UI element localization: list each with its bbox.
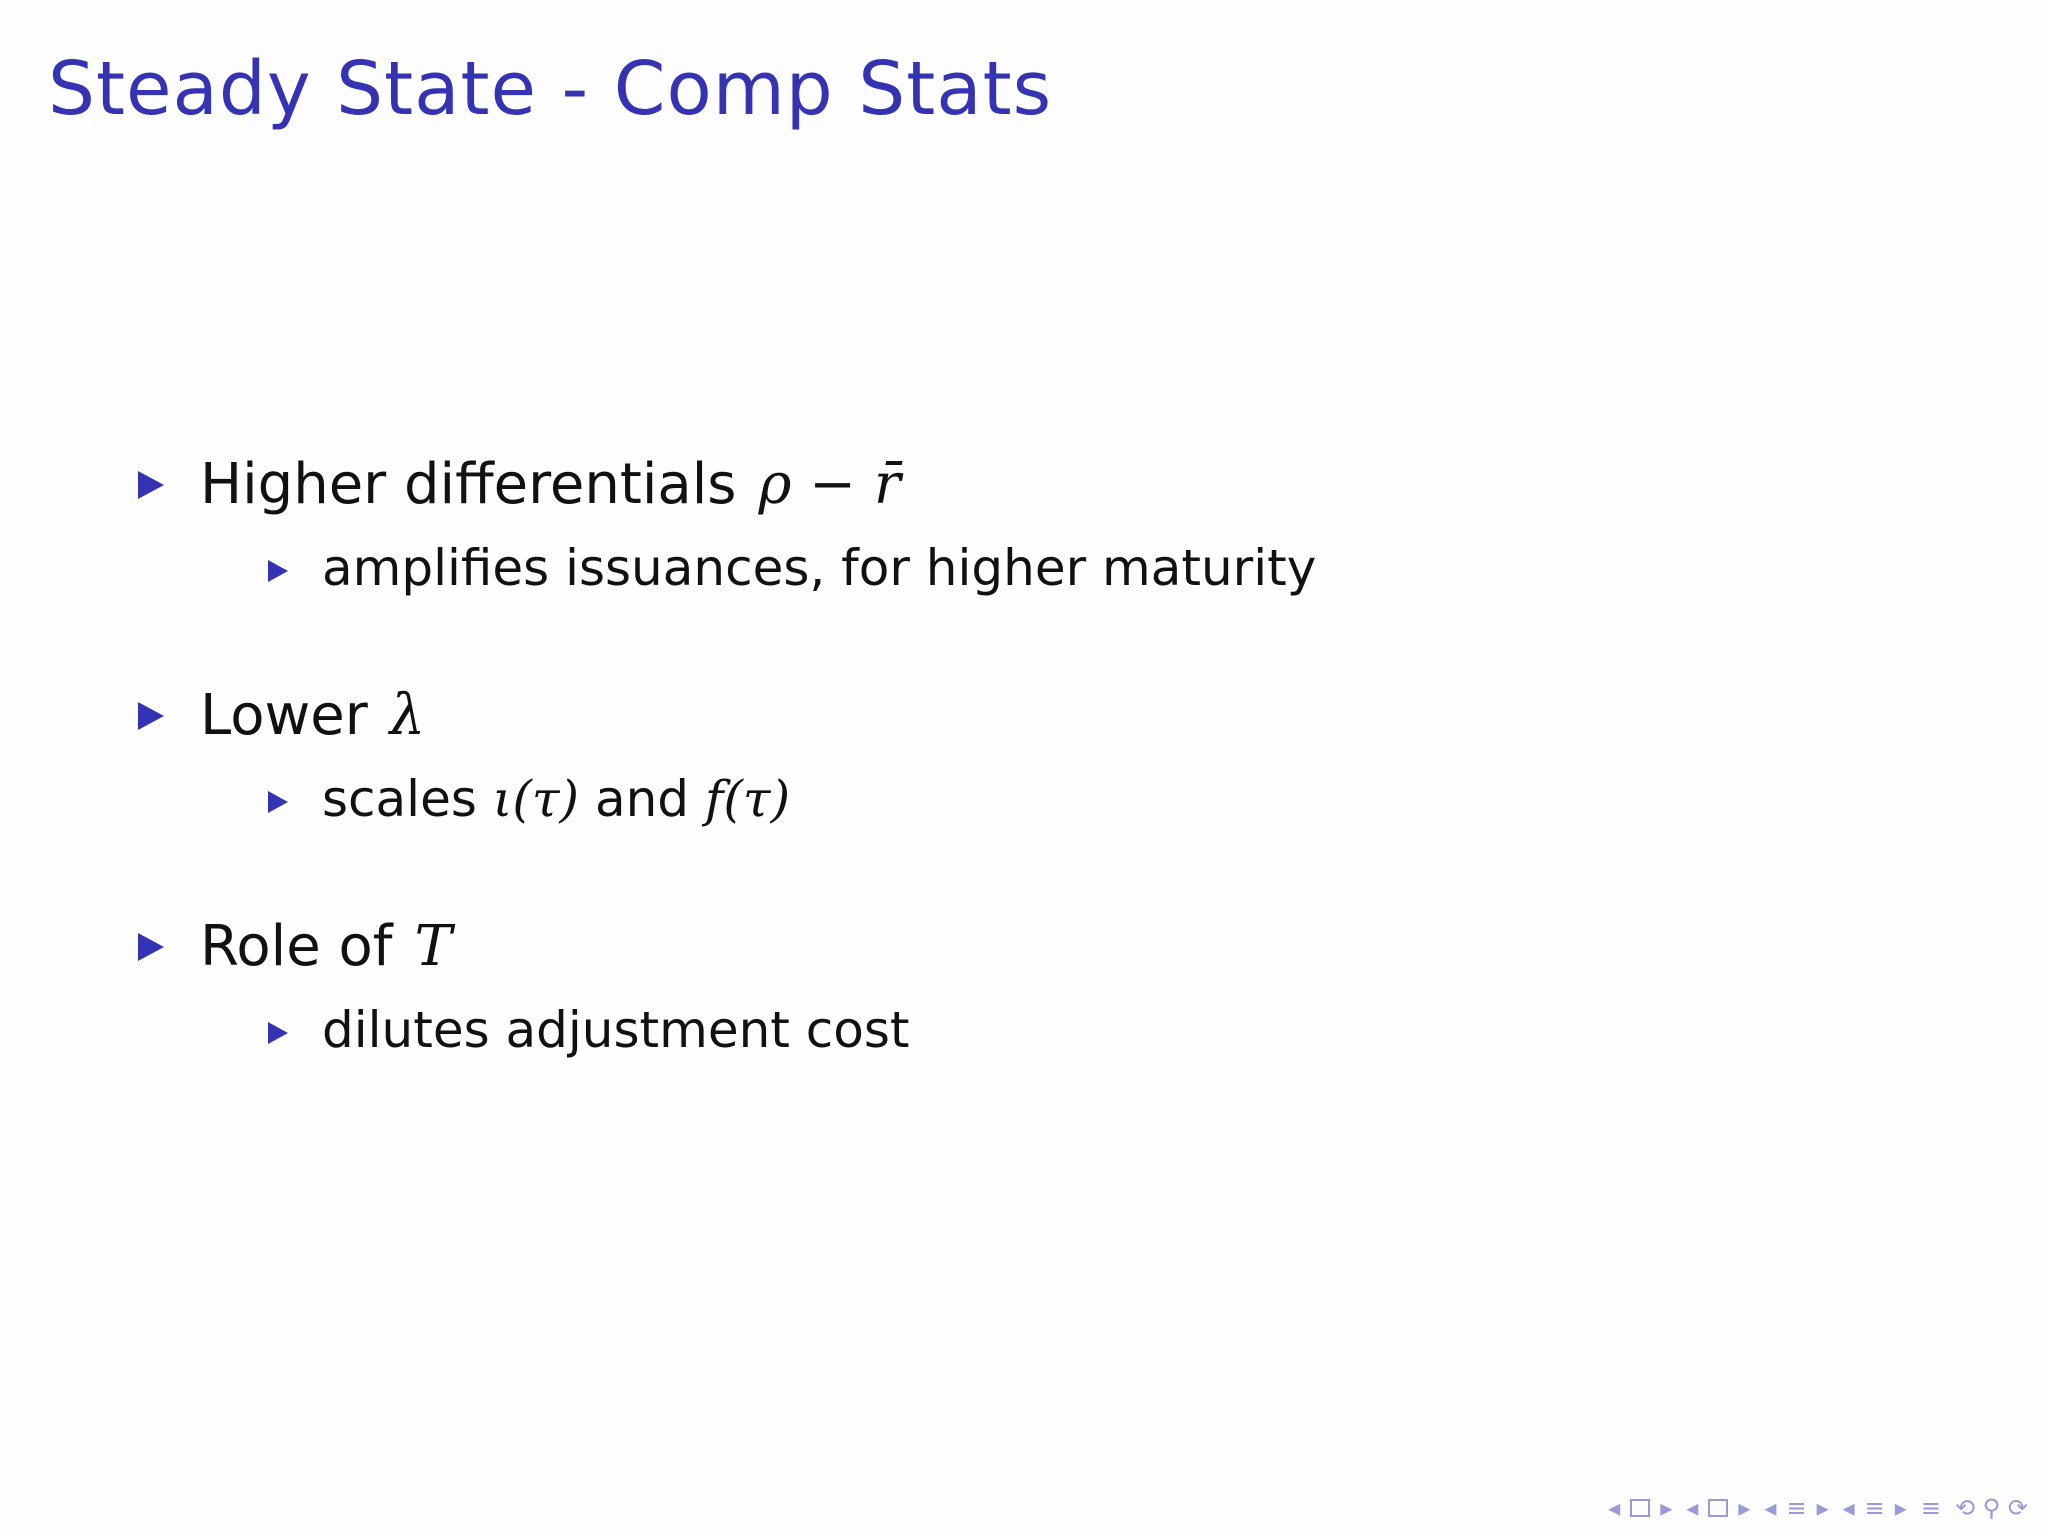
list-item xyxy=(138,683,1938,828)
prev-subsection-icon[interactable]: ◂ xyxy=(1686,1494,1699,1522)
document-icon[interactable]: ≡ xyxy=(1920,1494,1941,1522)
sub-bullet-text xyxy=(322,770,790,828)
prev-part-icon[interactable]: ◂ xyxy=(1842,1494,1855,1522)
bullet-triangle-icon xyxy=(138,933,164,961)
next-part-icon[interactable]: ▸ xyxy=(1894,1494,1907,1522)
sub-bullet-row xyxy=(268,1001,1938,1059)
next-section-icon[interactable]: ▸ xyxy=(1816,1494,1829,1522)
sub-bullet-triangle-icon xyxy=(268,560,288,582)
bullet-text: Role of xyxy=(200,914,393,979)
section-icon[interactable]: ≡ xyxy=(1786,1494,1807,1522)
nav-document-group xyxy=(1921,1494,1941,1522)
nav-part-group xyxy=(1843,1494,1907,1522)
bullet-row xyxy=(138,452,1938,517)
bullet-triangle-icon xyxy=(138,471,164,499)
sub-bullet-row xyxy=(268,539,1938,597)
nav-search-group xyxy=(1955,1494,2028,1522)
nav-subsection-group xyxy=(1686,1494,1750,1522)
bullet-text: Higher differentials xyxy=(200,452,737,517)
search-back-forward-icon[interactable]: ⟲ ⚲ ⟳ xyxy=(1954,1494,2028,1522)
bullet-list xyxy=(138,452,1938,1145)
nav-frame-group xyxy=(1608,1494,1672,1522)
subsection-icon[interactable] xyxy=(1708,1499,1728,1517)
sub-bullet-triangle-icon xyxy=(268,1022,288,1044)
frame-icon[interactable] xyxy=(1630,1499,1650,1517)
bullet-math: T xyxy=(414,914,452,979)
bullet-text: Lower xyxy=(200,683,368,748)
nav-section-group xyxy=(1764,1494,1828,1522)
bullet-row xyxy=(138,683,1938,748)
part-icon[interactable]: ≡ xyxy=(1864,1494,1885,1522)
list-item xyxy=(138,914,1938,1059)
next-frame-icon[interactable]: ▸ xyxy=(1660,1494,1673,1522)
next-subsection-icon[interactable]: ▸ xyxy=(1738,1494,1751,1522)
prev-frame-icon[interactable]: ◂ xyxy=(1608,1494,1621,1522)
sub-bullet-text: amplifies issuances, for higher maturity xyxy=(322,539,1317,597)
sub-bullet-triangle-icon xyxy=(268,791,288,813)
list-item xyxy=(138,452,1938,597)
sub-bullet-row xyxy=(268,770,1938,828)
sub-text-part: scales xyxy=(322,770,493,828)
slide-title: Steady State - Comp Stats xyxy=(48,46,1053,132)
sub-math-iota: ι(τ) xyxy=(492,770,580,828)
sub-bullet-text: dilutes adjustment cost xyxy=(322,1001,910,1059)
bullet-triangle-icon xyxy=(138,702,164,730)
bullet-math: ρ − r̄ xyxy=(758,452,901,517)
beamer-navigation-bar xyxy=(1608,1494,2028,1522)
sub-math-f: f(τ) xyxy=(704,770,791,828)
bullet-math: λ xyxy=(389,683,426,748)
prev-section-icon[interactable]: ◂ xyxy=(1764,1494,1777,1522)
sub-text-part: and xyxy=(579,770,705,828)
bullet-row xyxy=(138,914,1938,979)
